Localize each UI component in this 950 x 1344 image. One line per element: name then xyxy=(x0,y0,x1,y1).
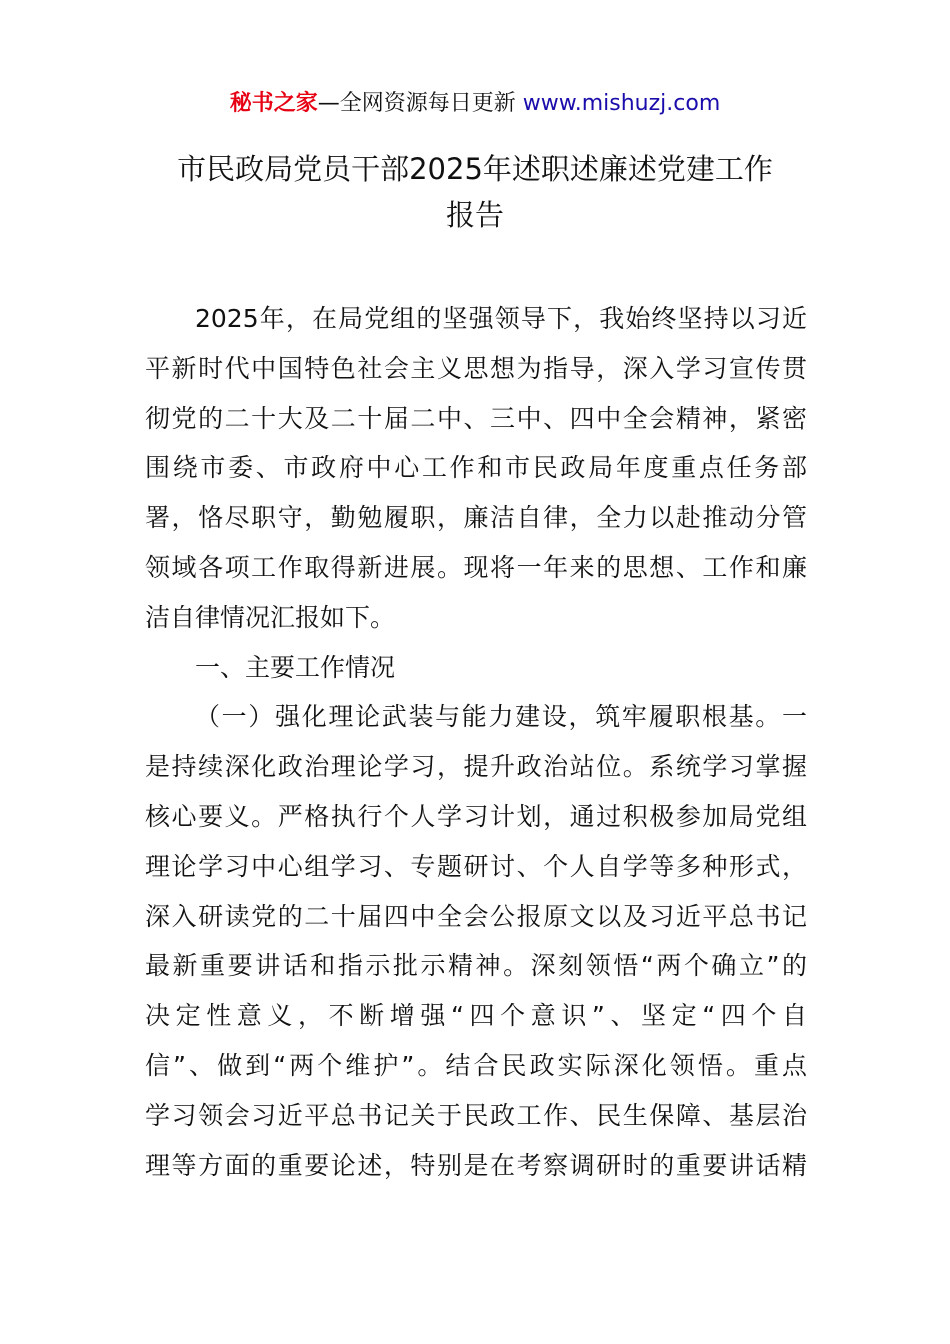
body-line: 最新重要讲话和指示批示精神。深刻领悟“两个确立”的 xyxy=(145,951,807,981)
body-line: 深入研读党的二十届四中全会公报原文以及习近平总书记 xyxy=(145,901,807,931)
body-line: 洁自律情况汇报如下。 xyxy=(145,602,396,632)
body-line: 是持续深化政治理论学习，提升政治站位。系统学习掌握 xyxy=(145,752,807,782)
body-line: 理论学习中心组学习、专题研讨、个人自学等多种形式， xyxy=(145,851,807,881)
title-line-1: 市民政局党员干部2025年述职述廉述党建工作 xyxy=(177,152,773,186)
site-header xyxy=(0,88,950,120)
body-line: 领域各项工作取得新进展。现将一年来的思想、工作和廉 xyxy=(145,552,807,582)
body-line: 围绕市委、市政府中心工作和市民政局年度重点任务部 xyxy=(145,453,807,483)
body-line: 彻党的二十大及二十届二中、三中、四中全会精神，紧密 xyxy=(145,403,807,433)
site-tagline: —全网资源每日更新 xyxy=(317,91,523,116)
body-line: 平新时代中国特色社会主义思想为指导，深入学习宣传贯 xyxy=(145,353,807,383)
document-body xyxy=(145,294,807,1190)
body-line: 学习领会习近平总书记关于民政工作、民生保障、基层治 xyxy=(145,1100,807,1130)
site-brand: 秘书之家 xyxy=(229,91,318,116)
body-line: 署，恪尽职守，勤勉履职，廉洁自律，全力以赴推动分管 xyxy=(145,503,807,533)
body-line: 理等方面的重要论述，特别是在考察调研时的重要讲话精 xyxy=(145,1150,807,1180)
body-line: 决定性意义，不断增强“四个意识”、坚定“四个自 xyxy=(145,1001,807,1031)
body-line: （一）强化理论武装与能力建设，筑牢履职根基。一 xyxy=(195,702,807,732)
section-heading: 一、主要工作情况 xyxy=(195,652,396,682)
body-line: 信”、做到“两个维护”。结合民政实际深化领悟。重点 xyxy=(145,1050,807,1080)
document-title xyxy=(100,146,850,238)
body-line: 核心要义。严格执行个人学习计划，通过积极参加局党组 xyxy=(145,801,807,831)
body-line: 2025年，在局党组的坚强领导下，我始终坚持以习近 xyxy=(195,304,807,333)
site-url-link[interactable]: www.mishuzj.com xyxy=(522,91,721,116)
title-line-2: 报告 xyxy=(445,198,504,232)
